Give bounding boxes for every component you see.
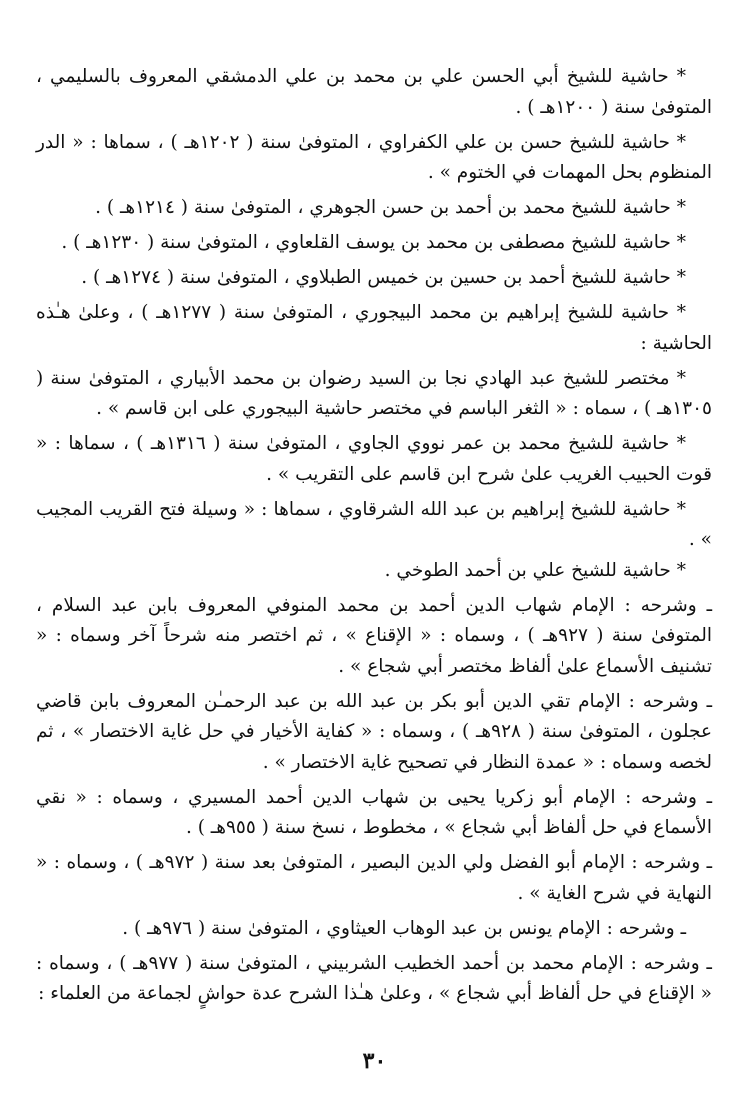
paragraph: ـ وشرحه : الإمام شهاب الدين أحمد بن محمد المنوفي المعروف بابن عبد السلام ، المتوفىٰ سنة ( ٩٢٧هـ ) ، وسماه : « الإقناع » ، ثم اختصر منه شرحاً آخر وسماه : « تشنيف الأسماع علىٰ ألفاظ مختصر أبي شجاع » . bbox=[36, 594, 712, 677]
page-number: ٣٠ bbox=[362, 1048, 387, 1074]
paragraph: * حاشية للشيخ مصطفى بن محمد بن يوسف القلعاوي ، المتوفىٰ سنة ( ١٢٣٠هـ ) . bbox=[61, 232, 686, 253]
paragraph: * مختصر للشيخ عبد الهادي نجا بن السيد رضوان بن محمد الأبياري ، المتوفىٰ سنة ( ١٣٠٥هـ ) ، سماه : « الثغر الباسم في مختصر حاشية البيجوري على ابن قاسم » . bbox=[36, 367, 712, 419]
paragraph: * حاشية للشيخ أبي الحسن علي بن محمد بن علي الدمشقي المعروف بالسليمي ، المتوفىٰ سنة ( ١٢٠٠هـ ) . bbox=[36, 66, 712, 118]
paragraph: ـ وشرحه : الإمام محمد بن أحمد الخطيب الشربيني ، المتوفىٰ سنة ( ٩٧٧هـ ) ، وسماه : « الإقناع في حل ألفاظ أبي شجاع » ، وعلىٰ هـٰذا الشرح عدة حواشٍ لجماعة من العلماء : bbox=[36, 952, 712, 1004]
paragraph: * حاشية للشيخ أحمد بن حسين بن خميس الطبلاوي ، المتوفىٰ سنة ( ١٢٧٤هـ ) . bbox=[81, 267, 686, 288]
paragraph: * حاشية للشيخ علي بن أحمد الطوخي . bbox=[384, 559, 686, 581]
paragraph: * حاشية للشيخ محمد بن عمر نووي الجاوي ، المتوفىٰ سنة ( ١٣١٦هـ ) ، سماها : « قوت الحبيب الغريب علىٰ شرح ابن قاسم على التقريب » . bbox=[36, 433, 712, 485]
paragraph: * حاشية للشيخ إبراهيم بن عبد الله الشرقاوي ، سماها : « وسيلة فتح القريب المجيب » . bbox=[36, 498, 712, 550]
paragraph: * حاشية للشيخ حسن بن علي الكفراوي ، المتوفىٰ سنة ( ١٢٠٢هـ ) ، سماها : « الدر المنظوم بحل المهمات في الختوم » . bbox=[36, 131, 712, 183]
page-body bbox=[36, 62, 712, 1014]
paragraph: ـ وشرحه : الإمام أبو الفضل ولي الدين البصير ، المتوفىٰ بعد سنة ( ٩٧٢هـ ) ، وسماه : « النهاية في شرح الغاية » . bbox=[36, 852, 712, 904]
paragraph: * حاشية للشيخ إبراهيم بن محمد البيجوري ، المتوفىٰ سنة ( ١٢٧٧هـ ) ، وعلىٰ هـٰذه الحاشية : bbox=[36, 302, 712, 354]
paragraph: ـ وشرحه : الإمام يونس بن عبد الوهاب العيثاوي ، المتوفىٰ سنة ( ٩٧٦هـ ) . bbox=[122, 917, 686, 939]
paragraph: * حاشية للشيخ محمد بن أحمد بن حسن الجوهري ، المتوفىٰ سنة ( ١٢١٤هـ ) . bbox=[95, 197, 686, 218]
paragraph: ـ وشرحه : الإمام أبو زكريا يحيى بن شهاب الدين أحمد المسيري ، وسماه : « نقي الأسماع في حل ألفاظ أبي شجاع » ، مخطوط ، نسخ سنة ( ٩٥٥هـ ) . bbox=[36, 786, 712, 838]
paragraph: ـ وشرحه : الإمام تقي الدين أبو بكر بن عبد الله بن عبد الرحمـٰن المعروف بابن قاضي عجلون ، المتوفىٰ سنة ( ٩٢٨هـ ) ، وسماه : « كفاية الأخيار في حل غاية الاختصار » ، ثم لخصه وسماه : « عمدة النظار في تصحيح غاية الاختصار » . bbox=[36, 690, 712, 773]
